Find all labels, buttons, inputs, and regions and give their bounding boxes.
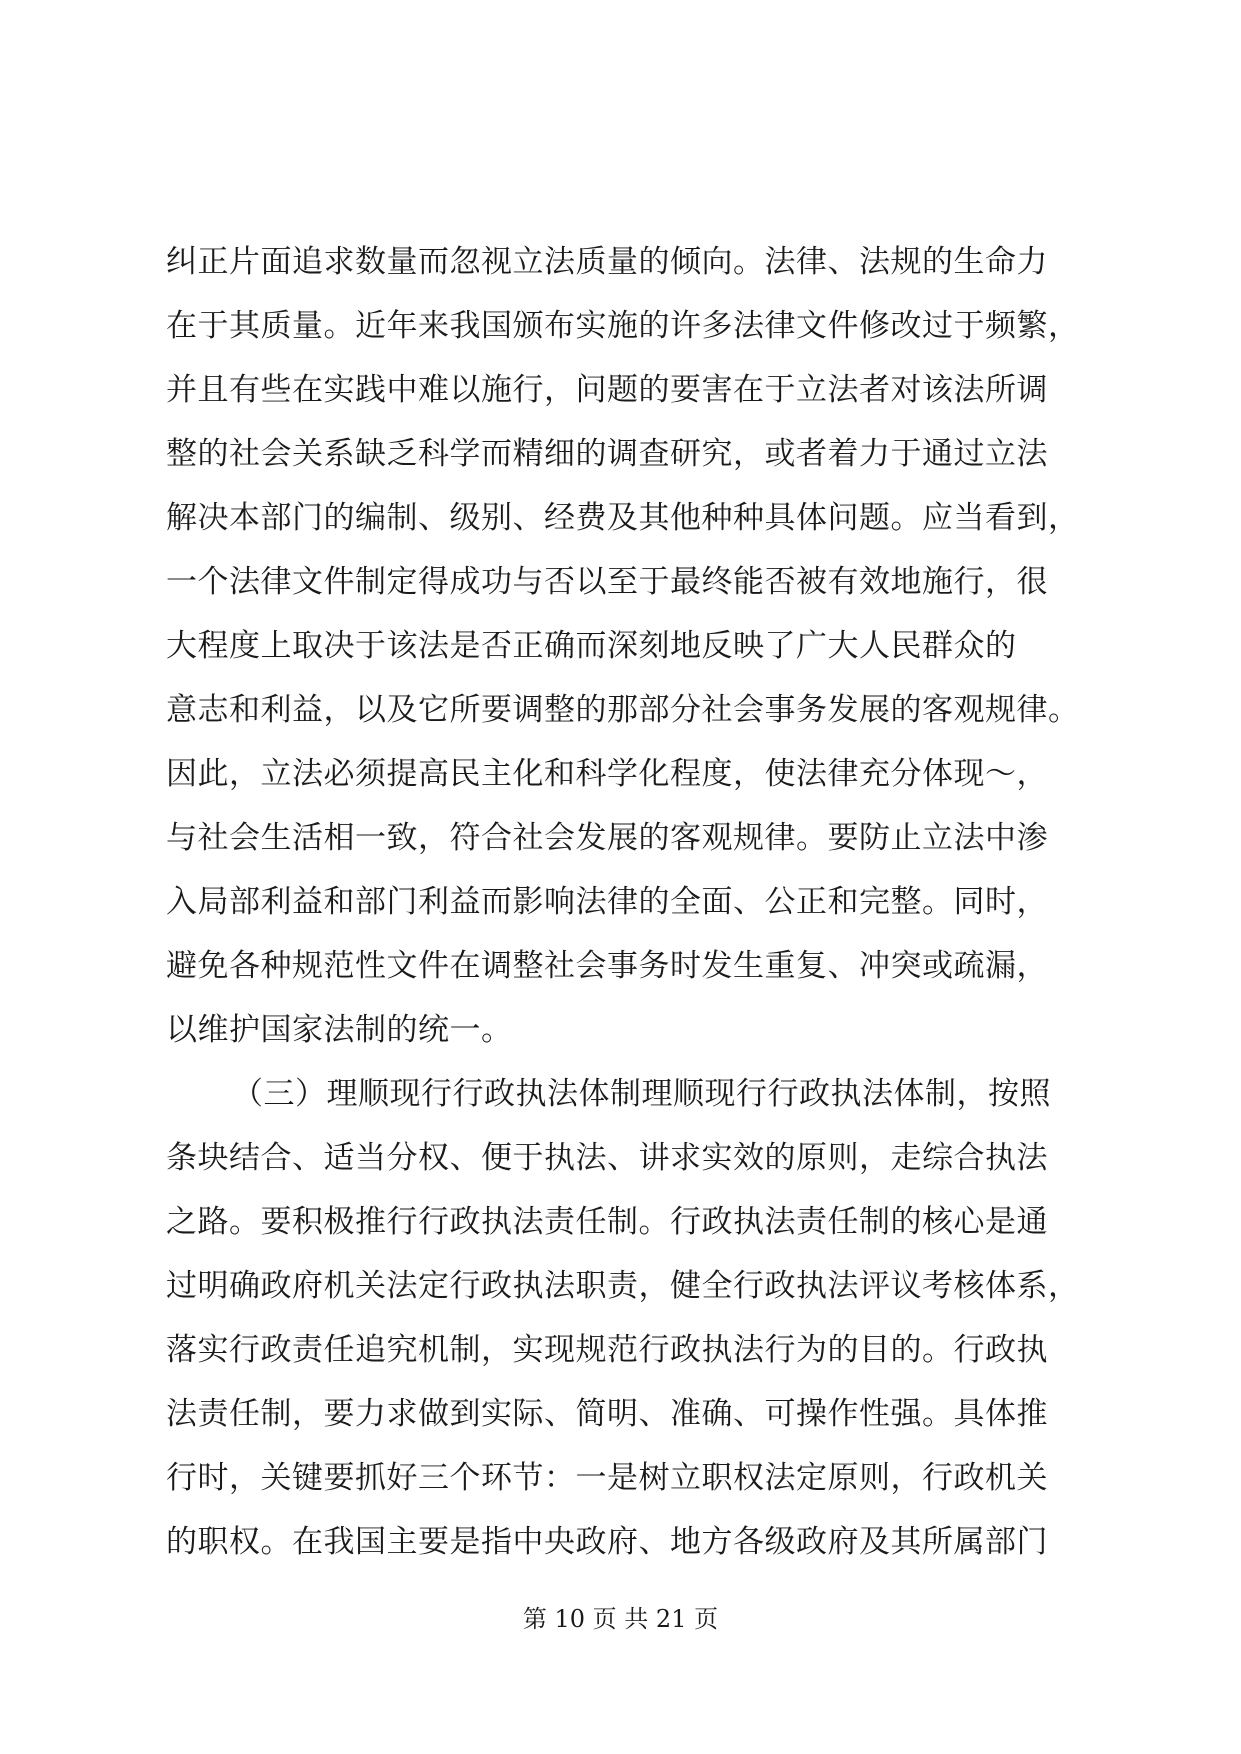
text-line: 入局部利益和部门利益而影响法律的全面、公正和完整。同时， xyxy=(166,884,1048,920)
text-line: 法责任制，要力求做到实际、简明、准确、可操作性强。具体推 xyxy=(166,1396,1048,1432)
text-line: 之路。要积极推行行政执法责任制。行政执法责任制的核心是通 xyxy=(166,1204,1048,1240)
text-line: 意志和利益，以及它所要调整的那部分社会事务发展的客观规律。 xyxy=(166,692,1080,728)
text-line: 纠正片面追求数量而忽视立法质量的倾向。法律、法规的生命力 xyxy=(166,244,1048,280)
body-text xyxy=(166,230,1106,1574)
text-line: 在于其质量。近年来我国颁布实施的许多法律文件修改过于频繁， xyxy=(166,308,1080,344)
text-line: 过明确政府机关法定行政执法职责，健全行政执法评议考核体系， xyxy=(166,1268,1080,1304)
text-line: 整的社会关系缺乏科学而精细的调查研究，或者着力于通过立法 xyxy=(166,436,1048,472)
section-heading-line: （三）理顺现行行政执法体制理顺现行行政执法体制，按照 xyxy=(232,1076,1051,1112)
text-line: 避免各种规范性文件在调整社会事务时发生重复、冲突或疏漏， xyxy=(166,948,1048,984)
text-line: 条块结合、适当分权、便于执法、讲求实效的原则，走综合执法 xyxy=(166,1140,1048,1176)
text-line: 并且有些在实践中难以施行，问题的要害在于立法者对该法所调 xyxy=(166,372,1048,408)
text-line: 的职权。在我国主要是指中央政府、地方各级政府及其所属部门 xyxy=(166,1524,1048,1560)
text-line: 解决本部门的编制、级别、经费及其他种种具体问题。应当看到， xyxy=(166,500,1080,536)
text-line: 一个法律文件制定得成功与否以至于最终能否被有效地施行，很 xyxy=(166,564,1048,600)
text-line: 落实行政责任追究机制，实现规范行政执法行为的目的。行政执 xyxy=(166,1332,1048,1368)
text-line: 行时，关键要抓好三个环节：一是树立职权法定原则，行政机关 xyxy=(166,1460,1048,1496)
text-line: 与社会生活相一致，符合社会发展的客观规律。要防止立法中渗 xyxy=(166,820,1048,856)
text-line: 因此，立法必须提高民主化和科学化程度，使法律充分体现～， xyxy=(166,756,1048,792)
text-line: 以维护国家法制的统一。 xyxy=(166,1012,513,1048)
page-number-footer: 第 10 页 共 21 页 xyxy=(522,1605,719,1633)
text-line: 大程度上取决于该法是否正确而深刻地反映了广大人民群众的 xyxy=(166,628,1017,664)
